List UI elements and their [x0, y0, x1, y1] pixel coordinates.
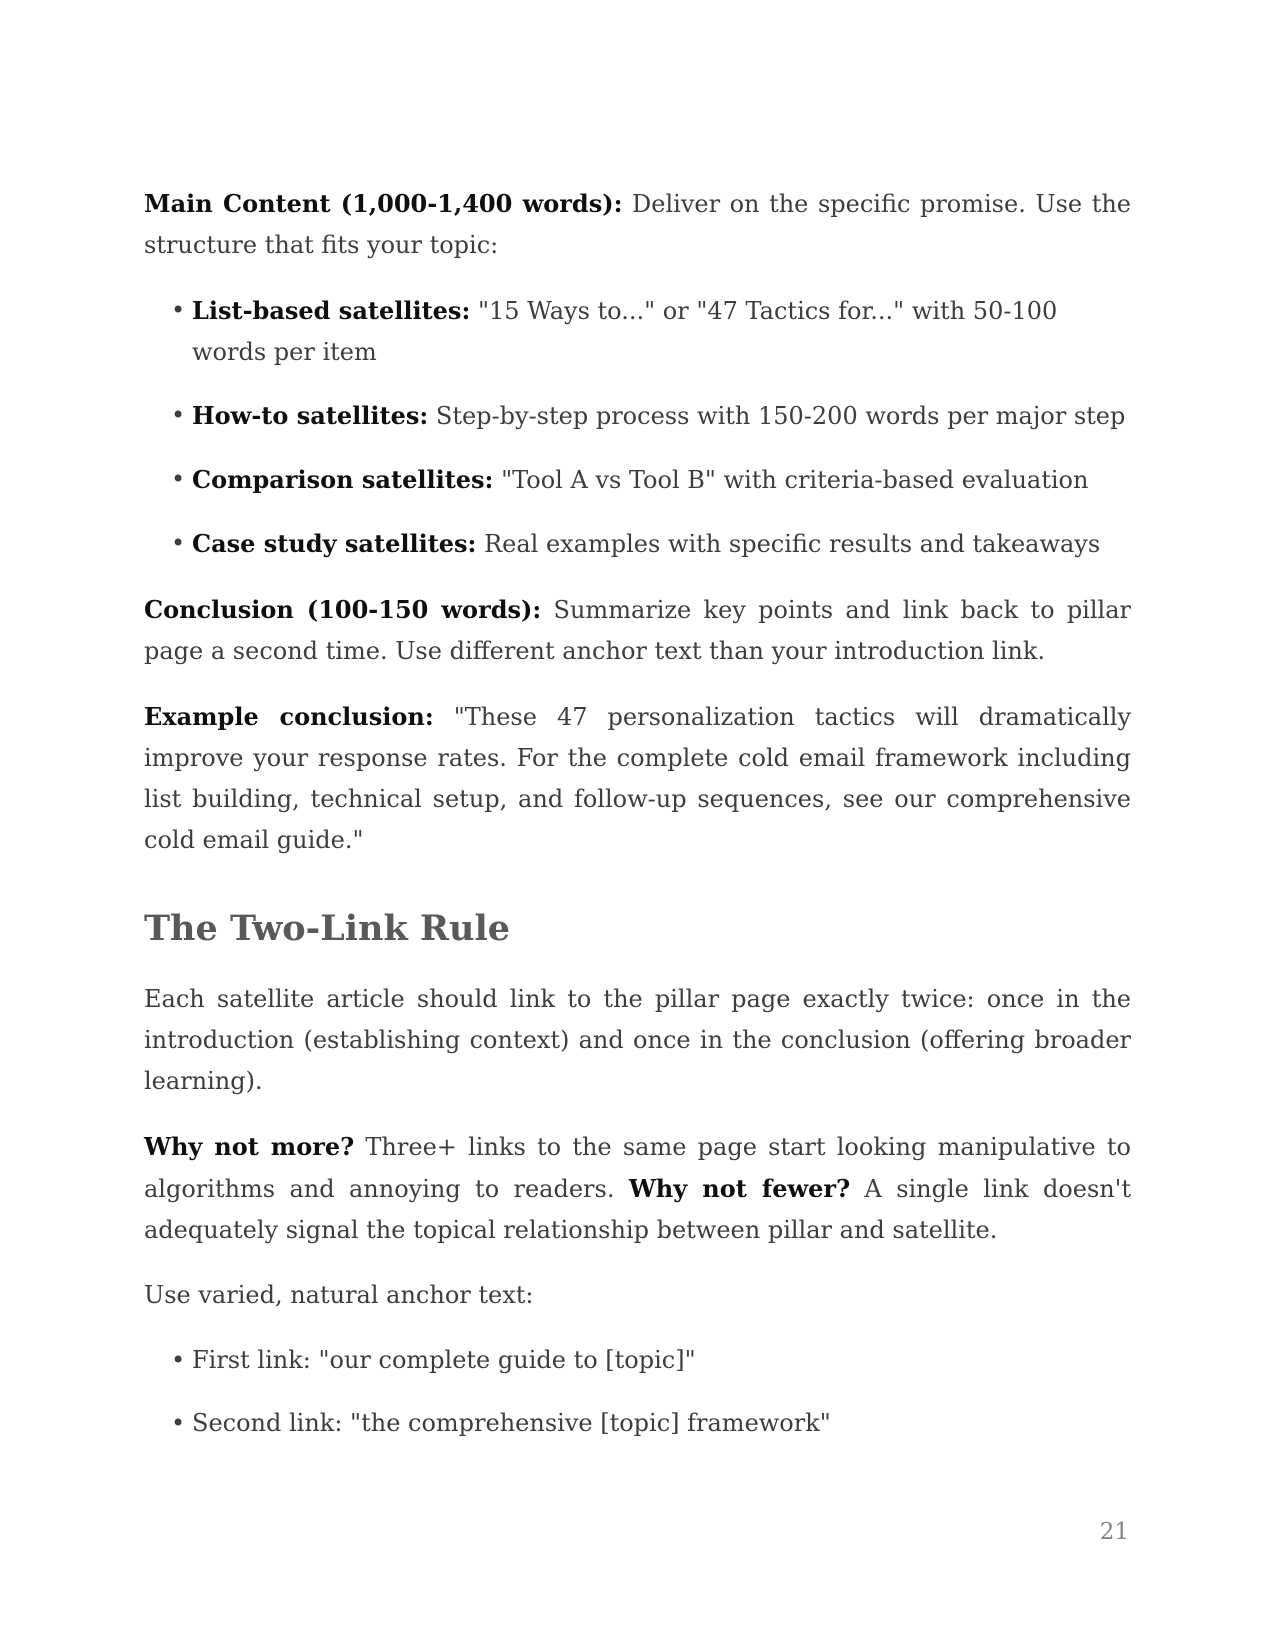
list-item-text: "15 Ways to..." or "47 Tactics for..." with 50-100 words per item [192, 297, 1058, 366]
list-item [144, 1403, 1131, 1444]
paragraph-why-not-more-text: Three+ links to the same page start looking manipulative to algorithms and annoying to readers. [144, 1133, 1131, 1203]
bold-label-case-study: Case study satellites: [192, 529, 477, 558]
page-number: 21 [1099, 1519, 1129, 1545]
bullet-icon: • [171, 465, 186, 493]
list-item [144, 395, 1131, 437]
paragraph-main-content-text: Deliver on the specific promise. Use the structure that fits your topic: [144, 190, 1131, 259]
anchor-text-list [144, 1340, 1131, 1444]
list-item-text: Real examples with specific results and takeaways [484, 530, 1101, 558]
list-item-text: First link: "our complete guide to [topic]" [192, 1346, 696, 1374]
list-item [144, 523, 1131, 565]
paragraph-why-not-fewer-text: A single link doesn't adequately signal the topical relationship between pillar and satellite. [144, 1175, 1131, 1244]
bold-label-main-content: Main Content (1,000-1,400 words): [144, 189, 623, 218]
paragraph-conclusion [144, 589, 1131, 672]
paragraph-use-varied: Use varied, natural anchor text: [144, 1281, 534, 1309]
bold-label-comparison: Comparison satellites: [192, 465, 494, 494]
paragraph-each-satellite: Each satellite article should link to the pillar page exactly twice: once in the introduction (establishing context) and once in the conclusion (offering broader learning). [144, 985, 1131, 1095]
bullet-icon: • [171, 401, 186, 429]
bold-label-example-conclusion: Example conclusion: [144, 702, 434, 731]
paragraph-main-content [144, 183, 1131, 266]
bullet-icon: • [171, 296, 186, 324]
list-item [144, 459, 1131, 501]
document-content [144, 183, 1131, 1468]
paragraph-example-conclusion-text: "These 47 personalization tactics will dramatically improve your response rates. For the complete cold email framework including list building, technical setup, and follow-up sequences, see our comprehensive cold email guide." [144, 703, 1131, 854]
section-heading-two-link-rule: The Two-Link Rule [144, 908, 511, 949]
list-item-text: Second link: "the comprehensive [topic] framework" [192, 1409, 831, 1437]
bold-label-why-not-fewer: Why not fewer? [628, 1174, 851, 1203]
satellite-types-list [144, 290, 1131, 565]
list-item-text: "Tool A vs Tool B" with criteria-based evaluation [501, 466, 1089, 494]
paragraph-example-conclusion [144, 696, 1131, 861]
bold-label-conclusion: Conclusion (100-150 words): [144, 595, 542, 624]
list-item [144, 290, 1131, 373]
bullet-icon: • [171, 1409, 186, 1437]
bullet-icon: • [171, 529, 186, 557]
list-item [144, 1340, 1131, 1381]
bullet-icon: • [171, 1346, 186, 1374]
bold-label-how-to: How-to satellites: [192, 401, 429, 430]
list-item-text: Step-by-step process with 150-200 words per major step [435, 402, 1126, 430]
paragraph-conclusion-text: Summarize key points and link back to pillar page a second time. Use different anchor text than your introduction link. [144, 596, 1131, 665]
bold-label-list-based: List-based satellites: [192, 296, 471, 325]
bold-label-why-not-more: Why not more? [144, 1132, 355, 1161]
paragraph-why-not [144, 1126, 1131, 1251]
